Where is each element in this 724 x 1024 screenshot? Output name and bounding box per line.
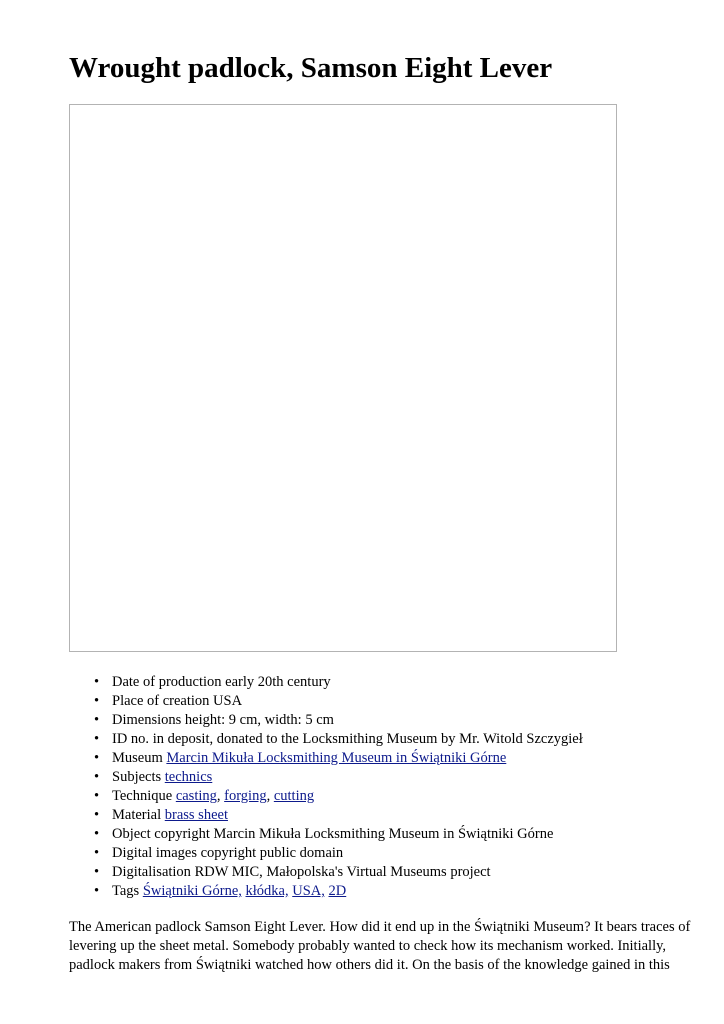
subject-link-technics[interactable]: technics — [164, 769, 213, 785]
detail-images-copyright — [112, 844, 712, 863]
detail-value: height: 9 cm, width: 5 cm — [184, 712, 334, 728]
description-paragraph: The American padlock Samson Eight Lever. How did it end up in the Świątniki Museum? It bears traces of levering up the sheet metal. Somebody probably wanted to check how its mechanism worked. Initially, padlock makers from Świątniki watched how others did it. On the basis of the knowledge gained in this — [69, 919, 691, 973]
detail-id — [112, 730, 712, 749]
detail-museum — [112, 749, 712, 768]
detail-label: Tags — [112, 883, 140, 899]
detail-value: in deposit, donated to the Locksmithing Museum by Mr. Witold Szczygieł — [152, 731, 583, 747]
detail-value: RDW MIC, Małopolska's Virtual Museums project — [194, 864, 491, 880]
detail-value: USA — [213, 693, 243, 709]
detail-digitalisation — [112, 863, 712, 882]
detail-place — [112, 692, 712, 711]
detail-dimensions — [112, 711, 712, 730]
tag-link-2d[interactable]: 2D — [328, 883, 347, 899]
detail-technique: • Technique casting, forging, cutting — [112, 787, 712, 806]
detail-label: Place of creation — [112, 693, 210, 709]
page-title: Wrought padlock, Samson Eight Lever — [69, 52, 553, 84]
detail-value: early 20th century — [225, 674, 331, 690]
museum-link[interactable]: Marcin Mikuła Locksmithing Museum in Świątniki Górne — [166, 750, 507, 766]
detail-tags — [112, 882, 712, 901]
detail-label: ID no. — [112, 731, 150, 747]
technique-link-casting[interactable]: casting — [175, 788, 217, 804]
detail-subjects — [112, 768, 712, 787]
technique-link-cutting[interactable]: cutting — [273, 788, 315, 804]
object-details-list — [69, 673, 712, 901]
tag-link-swiatniki-gorne[interactable]: Świątniki Górne, — [142, 883, 242, 899]
detail-label: Date of production — [112, 674, 222, 690]
technique-link-forging[interactable]: forging — [224, 788, 267, 804]
detail-object-copyright — [112, 825, 712, 844]
tag-link-usa[interactable]: USA, — [292, 883, 325, 899]
detail-label: Digital images copyright — [112, 845, 257, 861]
detail-label: Dimensions — [112, 712, 182, 728]
detail-date — [112, 673, 712, 692]
detail-label: Technique — [112, 788, 173, 804]
detail-material — [112, 806, 712, 825]
detail-label: Museum — [112, 750, 163, 766]
tag-link-klodka[interactable]: kłódka, — [245, 883, 289, 899]
object-image-placeholder — [69, 104, 617, 652]
material-link[interactable]: brass sheet — [164, 807, 228, 823]
detail-label: Material — [112, 807, 162, 823]
detail-label: Digitalisation — [112, 864, 191, 880]
detail-value: public domain — [259, 845, 344, 861]
detail-label: Subjects — [112, 769, 162, 785]
detail-value: Marcin Mikuła Locksmithing Museum in Świątniki Górne — [213, 826, 554, 842]
detail-label: Object copyright — [112, 826, 210, 842]
